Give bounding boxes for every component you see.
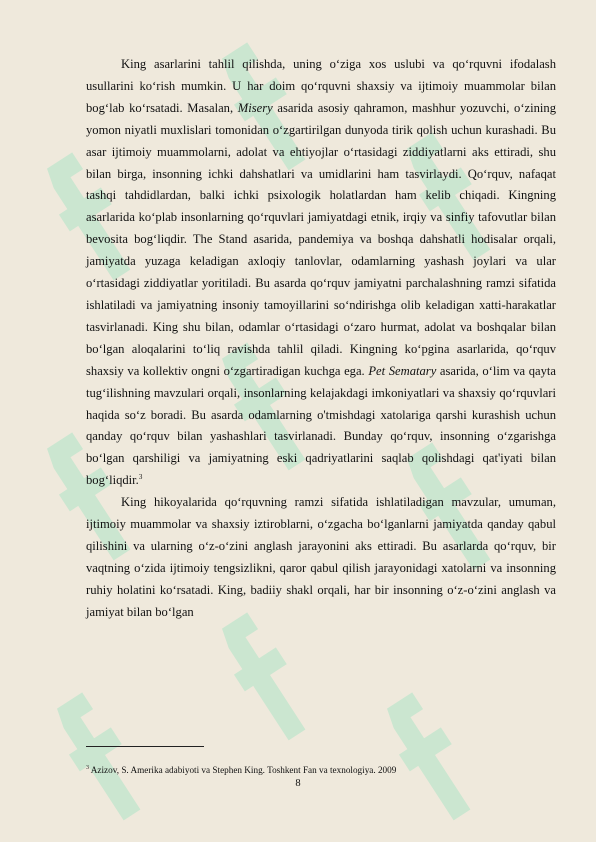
paragraph-1-text: King asarlarini tahlil qilishda, uning o‘ziga xos uslubi va qo‘rquvni ifodalash usullarini ko‘rish mumkin. U har doim qo‘rquvni shaxsiy va ijtimoiy muammolar bilan bog‘lab ko‘rsatadi. Masalan, xyxy=(86,57,556,115)
footnote-number: 3 xyxy=(86,764,89,771)
page-number: 8 xyxy=(295,778,301,789)
paragraph-1-text: asarida, o‘lim va qayta tug‘ilishning mavzulari orqali, insonlarning kelajakdagi imkoniyatlari va shaxsiy qo‘rquvlari haqida so‘z boradi. Bu asarda odamlarning o'tmishdagi xatolariga qarshi kurashish uchun qanday qo‘rquv bilan yashashlari tasvirlanadi. Bunday qo‘rquv, insonning o‘zgarishga bo‘lgan qarshiligi va jamiyatning eski qadriyatlarini saqlab qolishdagi qat'iyati bilan bog‘liqdir. xyxy=(86,363,556,488)
book-title-misery: Misery xyxy=(237,100,273,115)
book-title-pet-sematary: Pet Sematary xyxy=(368,363,437,378)
paragraph-2: King hikoyalarida qo‘rquvning ramzi sifatida ishlatiladigan mavzular, umuman, ijtimoiy muammolar va shaxsiy iztiroblarni, o‘zgacha bo‘lganlarni jamiyatda qanday qabul qilishini va ularning o‘z-o‘zini anglash jarayonini aks ettiradi. Bu asarlarda qo‘rquv, bir vaqtning o‘zida ijtimoiy tengsizlikni, qaror qabul qilish jarayonidagi xatolarni va insonning ruhiy holatini ko‘rsatadi. King, badiiy shakl orqali, har bir insonning o‘z-o‘zini anglash va jamiyat bilan bo‘lgan xyxy=(86,495,556,619)
paragraph-1-text: asarida asosiy qahramon, mashhur yozuvchi, o‘zining yomon niyatli muxlislari tomonidan o‘zgartirilgan dunyoda tirik qolish uchun kurashadi. Bu asar ijtimoiy muammolarni, adolat va ehtiyojlar o‘rtasidagi ziddiyatlarni aks ettiradi, shu bilan birga, insonning ichki dahshatlari va umidlarini ham tasvirlaydi. Qo‘rquv, nafaqat tashqi tahdidlardan, balki ichki psixologik holatlardan ham kelib chiqadi. Kingning asarlarida ko‘plab insonlarning qo‘rquvlari jamiyatdagi etnik, irqiy va sinfiy tafovutlar bilan bevosita bog‘liqdir. The Stand asarida, pandemiya va boshqa dahshatli hodisalar orqali, jamiyatda yuzaga keladigan axloqiy tanlovlar, odamlarning yashash joylari va ular o‘rtasidagi ziddiyatlar yoritiladi. Bu asarda qo‘rquv jamiyatni parchalashning ramzi sifatida ishlatiladi va jamiyatning insoniy tamoyillarini so‘ndirishga olib keladigan xatti-harakatlar tasvirlanadi. King shu bilan, odamlar o‘rtasidagi o‘zaro hurmat, adolat va boshqalar bilan bo‘lgan aloqalarini to‘liq ravishda tahlil qiladi. Kingning ko‘pgina asarlarida, qo‘rquv shaxsiy va kollektiv ongni o‘zgartiradigan kuchga ega. xyxy=(86,100,556,378)
paragraph-1 xyxy=(86,54,556,492)
watermark-logo-icon xyxy=(35,673,175,837)
footnote-reference[interactable]: 3 xyxy=(138,473,143,482)
footnote-divider xyxy=(86,746,204,747)
watermark-logo-icon xyxy=(365,673,505,837)
footnote-text: Azizov, S. Amerika adabiyoti va Stephen King. Toshkent Fan va texnologiya. 2009 xyxy=(89,765,397,775)
body-text xyxy=(86,54,556,624)
footnote xyxy=(86,765,556,776)
